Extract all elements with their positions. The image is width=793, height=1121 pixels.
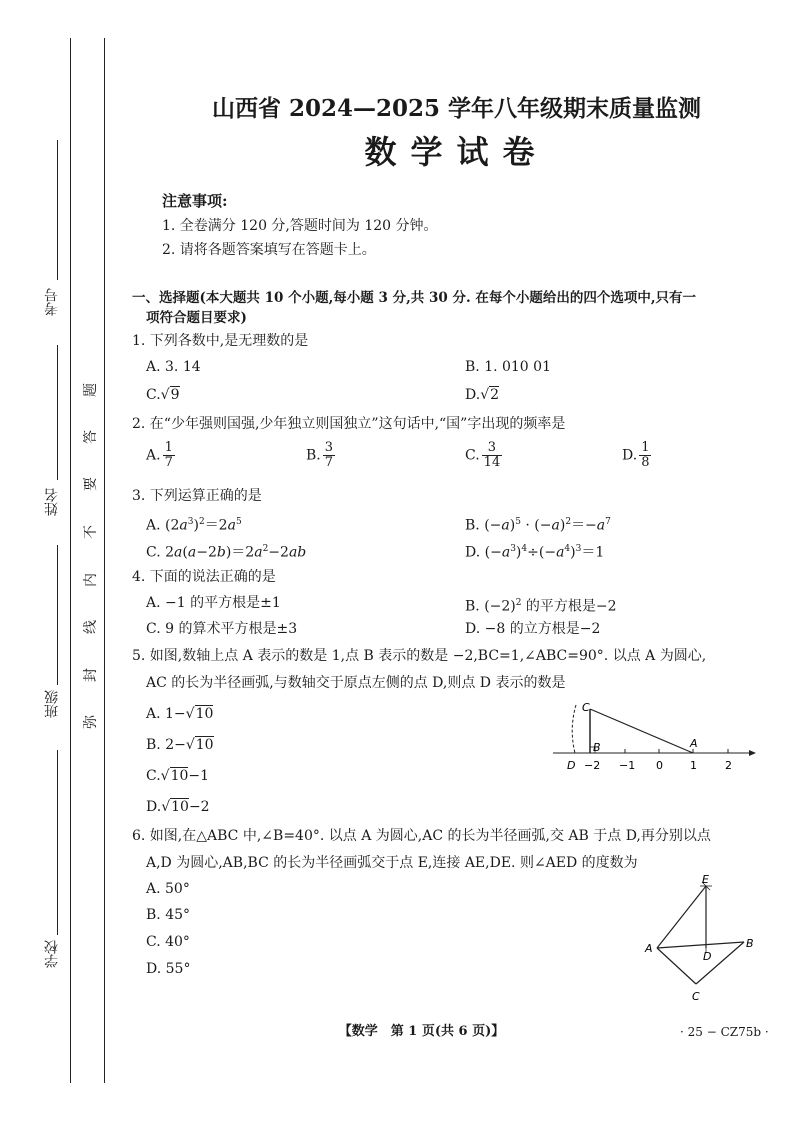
point-b-label: B	[746, 937, 754, 950]
option-a[interactable]: A. −1 的平方根是±1	[146, 595, 281, 611]
option-d[interactable]: D.√10−2	[146, 799, 210, 815]
option-d[interactable]: D. −8 的立方根是−2	[465, 621, 601, 637]
notice-heading: 注意事项:	[162, 192, 228, 210]
binding-line-outer	[70, 38, 71, 1083]
option-d[interactable]: D. 55°	[146, 961, 191, 977]
axis-arrow-icon	[749, 750, 756, 756]
xingming-field[interactable]	[57, 345, 58, 480]
seal-char: 线	[83, 620, 99, 634]
seal-char: 内	[83, 573, 99, 587]
option-c[interactable]: C.√9	[146, 387, 180, 403]
option-b[interactable]: B. $(-a)^5 \cdot (-a)^2=-a^7$	[465, 517, 611, 534]
option-d[interactable]: D. $(-a^3)^4\div(-a^4)^3=1$	[465, 544, 605, 561]
page-footer: 【数学 第 1 页(共 6 页)】	[338, 1024, 505, 1039]
option-b[interactable]: B. $\frac{3}{7}$	[306, 440, 334, 470]
option-d[interactable]: D.√2	[465, 387, 500, 403]
option-a[interactable]: A. 1−√10	[146, 706, 214, 722]
point-d-label: D	[567, 759, 576, 772]
option-d[interactable]: D. $\frac{1}{8}$	[622, 440, 650, 470]
question-stem: A,D 为圆心,AB,BC 的长为半径画弧交于点 E,连接 AE,DE. 则∠AED 的度数为	[146, 855, 638, 871]
question-stem: 4. 下面的说法正确的是	[132, 569, 276, 585]
banji-field[interactable]	[57, 545, 58, 685]
seal-char: 题	[83, 383, 99, 397]
triangle-figure	[640, 872, 765, 1004]
option-a[interactable]: A. 50°	[146, 881, 190, 897]
section-heading: 一、选择题(本大题共 10 个小题,每小题 3 分,共 30 分. 在每个小题给出的四个选项中,只有一	[132, 290, 697, 306]
arc	[572, 705, 576, 753]
seal-char: 答	[83, 430, 99, 444]
paper-code: · 25 − CZ75b ·	[680, 1025, 769, 1039]
option-c[interactable]: C. $\frac{3}{14}$	[465, 440, 501, 470]
segment-ae	[657, 886, 706, 948]
question-stem: 5. 如图,数轴上点 A 表示的数是 1,点 B 表示的数是 −2,BC=1,∠ABC=90°. 以点 A 为圆心,	[132, 648, 707, 664]
question-stem: 2. 在“少年强则国强,少年独立则国独立”这句话中,“国”字出现的频率是	[132, 416, 566, 432]
exam-title: 山西省 2024—2025 学年八年级期末质量监测	[211, 95, 702, 122]
question-stem: 3. 下列运算正确的是	[132, 488, 262, 504]
option-a[interactable]: A. $(2a^3)^2=2a^5$	[146, 517, 242, 534]
xuexiao-label: 学校	[44, 940, 60, 968]
segment-ab	[657, 942, 744, 948]
number-line-figure	[553, 695, 758, 777]
question-stem: 6. 如图,在△ABC 中,∠B=40°. 以点 A 为圆心,AC 的长为半径画弧,交 AB 于点 D,再分别以点	[132, 828, 711, 844]
point-a-label: A	[645, 942, 653, 955]
notice-item: 1. 全卷满分 120 分,答题时间为 120 分钟。	[162, 218, 438, 234]
seal-char: 封	[83, 668, 99, 682]
banji-label: 班级	[44, 690, 60, 718]
seal-char: 不	[83, 525, 99, 539]
binding-line-inner	[104, 38, 105, 1083]
seal-char: 要	[83, 477, 99, 491]
point-a-label: A	[690, 737, 698, 750]
option-a[interactable]: A. $\frac{1}{7}$	[146, 440, 173, 470]
segment-ca	[590, 709, 693, 753]
point-d-label: D	[703, 950, 712, 963]
question-stem: 1. 下列各数中,是无理数的是	[132, 333, 309, 349]
option-b[interactable]: B. $(-2)^2$ 的平方根是−2	[465, 598, 617, 615]
tick-label: −1	[619, 759, 636, 772]
tick-label: −2	[584, 759, 601, 772]
section-heading: 项符合题目要求)	[146, 310, 247, 326]
option-b[interactable]: B. 45°	[146, 907, 191, 923]
segment-bc	[696, 942, 744, 984]
option-b[interactable]: B. 1. 010 01	[465, 359, 551, 375]
tick-label: 2	[725, 759, 732, 772]
segment-ac	[657, 948, 696, 984]
option-c[interactable]: C. $2a(a-2b)=2a^2-2ab$	[146, 544, 307, 561]
xuexiao-field[interactable]	[57, 750, 58, 935]
exam-subtitle: 数学试卷	[364, 133, 549, 171]
option-a[interactable]: A. 3. 14	[146, 359, 201, 375]
option-c[interactable]: C. 40°	[146, 934, 190, 950]
point-e-label: E	[702, 873, 709, 886]
xingming-label: 姓名	[44, 488, 60, 516]
option-b[interactable]: B. 2−√10	[146, 737, 214, 753]
notice-item: 2. 请将各题答案填写在答题卡上。	[162, 242, 376, 258]
option-c[interactable]: C.√10−1	[146, 768, 210, 784]
kaohao-field[interactable]	[57, 140, 58, 280]
option-c[interactable]: C. 9 的算术平方根是±3	[146, 621, 298, 637]
question-stem: AC 的长为半径画弧,与数轴交于原点左侧的点 D,则点 D 表示的数是	[146, 675, 566, 691]
tick-label: 0	[656, 759, 663, 772]
point-c-label: C	[582, 701, 590, 714]
point-c-label: C	[692, 990, 700, 1003]
kaohao-label: 考号	[44, 288, 60, 316]
tick-label: 1	[690, 759, 697, 772]
seal-char: 弥	[83, 715, 99, 729]
point-b-label: B	[593, 741, 601, 754]
